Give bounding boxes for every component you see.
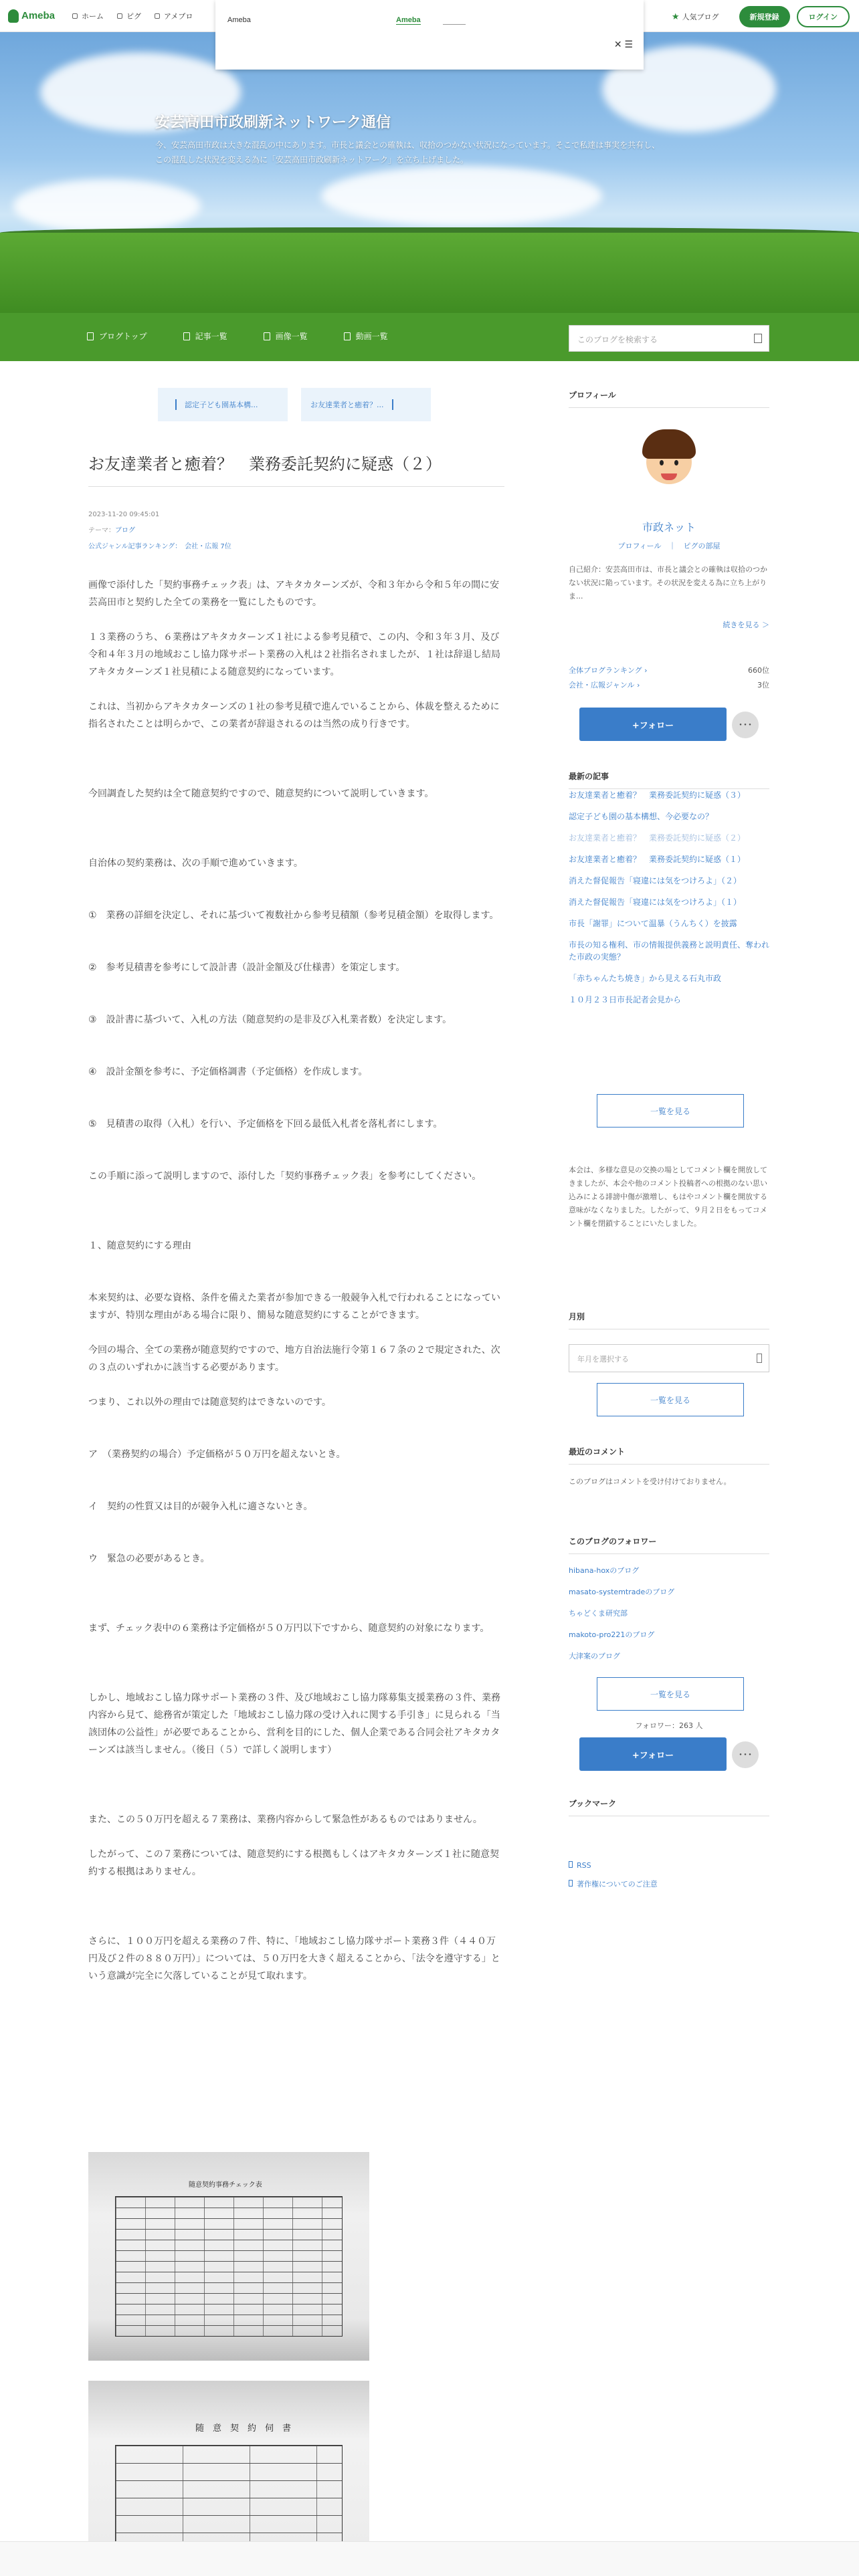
top-actions <box>672 6 850 27</box>
article-paragraph: ウ 緊急の必要があるとき。 <box>88 1553 210 1564</box>
comment-notice: 本会は、多様な意見の交換の場としてコメント欄を開放してきましたが、本会や他のコメント投稿者への根拠のない思い込みによる誹謗中傷が激増し、もはやコメント欄を開放する意味がなくなりました。したがって、９月２日をもってコメント欄を閉鎖することにいたしました。 <box>569 1166 767 1228</box>
copyright-label: 著作権についてのご注意 <box>577 1880 658 1889</box>
nav-videos[interactable] <box>344 330 388 342</box>
document-icon <box>569 1880 573 1887</box>
ameblo-icon <box>155 13 160 19</box>
prev-bar-icon <box>175 399 177 410</box>
more-menu-button[interactable]: ･･･ <box>732 712 759 738</box>
article-spacer <box>88 1515 504 1533</box>
article-paragraph: 自治体の契約業務は、次の手順で進めていきます。 <box>88 858 303 869</box>
ameba-logo[interactable] <box>8 9 55 23</box>
article-spacer <box>88 1411 504 1428</box>
article-paragraph: この手順に添って説明しますので、添付した「契約事務チェック表」を参考にしてください。 <box>88 1171 482 1182</box>
popular-blogs-link[interactable] <box>672 11 719 22</box>
article-spacer <box>88 942 504 959</box>
article-paragraph: 本来契約は、必要な資格、条件を備えた業者が参加できる一般競争入札で行われることになっていますが、特別な理由がある場合に限り、簡易な随意契約にすることができます。 <box>88 1293 500 1321</box>
profile-heading: プロフィール <box>569 389 769 408</box>
article-spacer <box>88 1672 504 1689</box>
article-spacer <box>88 1376 504 1394</box>
nav-articles[interactable] <box>183 330 227 342</box>
star-icon: ★ <box>671 11 680 21</box>
recent-article-link[interactable]: お友達業者と癒着？ 業務委託契約に疑惑（１） <box>569 855 746 864</box>
article-paragraph: しかし、地域おこし協力隊サポート業務の３件、及び地域おこし協力隊募集支援業務の３件、業務内容から見て、総務省が策定した「地域おこし協力隊の受け入れに関する手引き」に見られる「当該団体の公益性」が必要であることから、営利を目的にした、個人企業である合同会社アキタカターンズは該当しません。（後日（５）で詳しく説明します） <box>88 1693 500 1755</box>
article-paragraph: さらに、１００万円を超える業務の７件、特に、「地域おこし協力隊サポート業務３件（４４０万円及び２件の８８０万円）」については、５０万円を大きく超えることから、「法令を遵守する」という意識が完全に欠落していることが見て取れます。 <box>88 1936 500 1981</box>
article-spacer <box>88 924 504 942</box>
blog-description: 今、安芸高田市政は大きな混乱の中にあります。市長と議会との確執は、収拾のつかない状況になっています。そこで私達は事実を共有し、この混乱した状況を変える為に「安芸高田市政刷新ネットワーク」を立ち上げました。 <box>155 140 660 165</box>
followers-list-button[interactable]: 一覧を見る <box>597 1677 744 1711</box>
article-paragraph: ア （業務契約の場合）予定価格が５０万円を超えないとき。 <box>88 1449 346 1460</box>
article-spacer <box>88 733 504 750</box>
article-spacer <box>88 837 504 855</box>
article-spacer <box>88 1585 504 1602</box>
related-prev-label: 認定子ども園基本構... <box>185 401 258 409</box>
logo-text: Ameba <box>21 10 56 21</box>
article-spacer <box>88 1637 504 1654</box>
recent-articles-list <box>569 789 769 1015</box>
related-next-label: お友達業者と癒着？... <box>310 401 384 409</box>
rank-genre-value: 3位 <box>757 681 769 689</box>
recent-article-link[interactable]: 認定子ども園の基本構想、今必要なの？ <box>569 812 714 821</box>
recent-article-link[interactable]: １０月２３日市長記者会見から <box>569 995 682 1004</box>
blog-title[interactable]: 安芸高田市政刷新ネットワーク通信 <box>155 114 391 131</box>
recent-article-link[interactable]: 市長の知る権利、市の情報提供義務と説明責任、奪われた市政の実態？ <box>569 940 770 962</box>
rank-overall-value: 660位 <box>748 666 769 675</box>
article-spacer <box>88 1324 504 1341</box>
ad-link[interactable]: Ameba <box>396 16 421 24</box>
recent-article-link[interactable]: お友達業者と癒着？ 業務委託契約に疑惑（３） <box>569 790 746 800</box>
avatar[interactable] <box>636 425 702 492</box>
article-paragraph: １３業務のうち、６業務はアキタカターンズ１社による参考見積で、この内、令和３年３月、及び令和４年３月の地域おこし協力隊サポート業務の入札は２社指名されましたが、１社は辞退し結局アキタカターンズ１社見積による随意契約になっています。 <box>88 632 500 677</box>
article-paragraph: 画像で添付した「契約事務チェック表」は、アキタカターンズが、令和３年から令和５年の間に安芸高田市と契約した全ての業務を一覧にしたものです。 <box>88 580 500 608</box>
article-paragraph: まず、チェック表中の６業務は予定価格が５０万円以下ですから、随意契約の対象になります。 <box>88 1623 490 1634</box>
follower-link[interactable]: hibana-hoxのブログ <box>569 1566 640 1575</box>
article-spacer <box>88 1759 504 1776</box>
topnav-home-label: ホーム <box>82 12 104 21</box>
recent-article-link[interactable]: 市長「謝罪」について温暴（うんちく）を披露 <box>569 919 737 928</box>
article-spacer <box>88 1029 504 1046</box>
article-spacer <box>88 1794 504 1811</box>
article-title[interactable]: お友達業者と癒着？ 業務委託契約に疑惑（２） <box>88 451 504 487</box>
article-paragraph: 今回の場合、全ての業務が随意契約ですので、地方自治法施行令第１６７条の２で規定された、次の３点のいずれかに該当する必要があります。 <box>88 1345 500 1373</box>
follower-count: フォロワー：263 人 <box>635 1721 703 1730</box>
article-spacer <box>88 1654 504 1672</box>
topnav-home[interactable] <box>72 11 104 21</box>
related-prev[interactable] <box>158 388 288 421</box>
article-spacer <box>88 872 504 889</box>
nav-blog-top-label: ブログトップ <box>99 332 147 341</box>
article-spacer <box>88 1098 504 1115</box>
article-spacer <box>88 681 504 698</box>
follower-link[interactable]: 大津案のブログ <box>569 1652 620 1660</box>
login-button[interactable]: ログイン <box>797 6 850 27</box>
article-spacer <box>88 1272 504 1289</box>
topnav-pigg-label: ピグ <box>126 12 142 21</box>
copyright-link[interactable] <box>569 1875 658 1894</box>
home-icon <box>87 332 94 340</box>
article-spacer <box>88 889 504 907</box>
popular-label: 人気ブログ <box>682 13 719 21</box>
cloud-decoration <box>321 166 602 226</box>
article-paragraph: また、この５０万円を超える７業務は、業務内容からして緊急性があるものではありません。 <box>88 1814 482 1825</box>
nav-videos-label: 動画一覧 <box>355 332 388 341</box>
recent-heading: 最新の記事 <box>569 770 769 789</box>
month-select[interactable] <box>569 1344 769 1372</box>
nav-images[interactable] <box>264 330 308 342</box>
rank-overall-label: 全体ブログランキング › <box>569 666 648 675</box>
theme-label: テーマ： <box>88 527 115 534</box>
article-spacer <box>88 820 504 837</box>
top-nav <box>72 11 193 21</box>
list-icon <box>183 332 190 340</box>
article-spacer <box>88 802 504 820</box>
nav-blog-top[interactable] <box>87 330 147 342</box>
blog-nav <box>87 330 388 342</box>
month-select-value: 年月を選択する <box>577 1355 629 1364</box>
article-spacer <box>88 768 504 785</box>
article-spacer <box>88 1150 504 1168</box>
article-paragraph: ③ 設計書に基づいて、入札の方法（随意契約の是非及び入札業者数）を決定します。 <box>88 1014 452 1025</box>
comments-heading: 最近のコメント <box>569 1446 769 1465</box>
blog-search-input[interactable] <box>569 325 769 352</box>
bottom-bar <box>0 2541 859 2576</box>
blog-nav-bar <box>0 313 859 361</box>
comments-text: このブログはコメントを受け付けておりません。 <box>569 1477 731 1486</box>
image-icon <box>264 332 270 340</box>
home-icon <box>72 13 78 19</box>
article-spacer <box>88 1898 504 1915</box>
article-spacer <box>88 1185 504 1202</box>
bookmark-links <box>569 1856 658 1894</box>
article-paragraph: ④ 設計金額を参考に、予定価格調書（予定価格）を作成します。 <box>88 1067 368 1077</box>
nav-articles-label: 記事一覧 <box>195 332 227 341</box>
image2-caption: 随 意 契 約 伺 書 <box>195 2424 292 2434</box>
pigg-icon <box>117 13 122 19</box>
article-spacer <box>88 1776 504 1794</box>
article-body <box>88 576 504 1985</box>
profile-links[interactable]: プロフィール ｜ ピグの部屋 <box>617 542 721 550</box>
video-icon <box>344 332 351 340</box>
article-spacer <box>88 1533 504 1550</box>
recent-article-link[interactable]: 「赤ちゃんたち焼き」から見える石丸市政 <box>569 974 722 983</box>
ad-banner[interactable] <box>215 0 644 70</box>
rss-link[interactable] <box>569 1856 658 1875</box>
avatar-hair <box>642 429 696 459</box>
recent-article-link[interactable]: 消えた督促報告「寝違には気をつけろよ」（２） <box>569 876 742 885</box>
article-paragraph: ⑤ 見積書の取得（入札）を行い、予定価格を下回る最低入札者を落札者にします。 <box>88 1119 443 1130</box>
rank-overall[interactable] <box>569 665 769 675</box>
rss-icon <box>569 1861 573 1868</box>
article-spacer <box>88 994 504 1011</box>
monthly-list-button[interactable]: 一覧を見る <box>597 1383 744 1416</box>
chevron-down-icon <box>757 1354 762 1363</box>
followers-heading: このブログのフォロワー <box>569 1535 769 1554</box>
blog-header <box>0 32 859 313</box>
article-theme <box>88 523 231 539</box>
article-paragraph: ② 参考見積書を参考にして設計書（設計金額及び仕様書）を策定します。 <box>88 962 405 973</box>
recent-article-link[interactable]: 消えた督促報告「寝違には気をつけろよ」（１） <box>569 897 742 907</box>
article-spacer <box>88 1881 504 1898</box>
article-paragraph: したがって、この７業務については、随意契約にする根拠もしくはアキタカターンズ１社に随意契約する根拠はありません。 <box>88 1849 500 1877</box>
avatar-eye <box>660 460 664 465</box>
article-paragraph: 今回調査した契約は全て随意契約ですので、随意契約について説明していきます。 <box>88 788 434 799</box>
avatar-eye <box>674 460 678 465</box>
article-spacer <box>88 1481 504 1498</box>
article-spacer <box>88 1915 504 1933</box>
bookmark-heading: ブックマーク <box>569 1798 769 1816</box>
check-table-image[interactable] <box>88 2152 369 2361</box>
follower-link[interactable]: ちゃどくま研究部 <box>569 1609 628 1618</box>
profile-name[interactable]: 市政ネット <box>642 521 696 534</box>
next-bar-icon <box>392 399 393 410</box>
theme-link[interactable]: ブログ <box>115 527 135 534</box>
table-grid <box>115 2196 343 2337</box>
rank-genre[interactable] <box>569 679 769 690</box>
monthly-heading: 月別 <box>569 1311 769 1329</box>
ad-divider <box>443 24 466 25</box>
article-spacer <box>88 1220 504 1237</box>
ameba-logo-icon <box>8 9 19 23</box>
article-spacer <box>88 611 504 629</box>
follow-button-bottom[interactable]: +フォロー <box>579 1737 727 1771</box>
recent-article-current[interactable]: お友達業者と癒着？ 業務委託契約に疑惑（２） <box>569 833 746 843</box>
cloud-decoration <box>13 179 201 233</box>
article-spacer <box>88 1463 504 1481</box>
article-date: 2023-11-20 09:45:01 <box>88 511 160 518</box>
topnav-ameblo-label: アメブロ <box>164 12 193 21</box>
article-paragraph: １、随意契約にする理由 <box>88 1241 191 1251</box>
follow-button[interactable]: +フォロー <box>579 708 727 741</box>
article-spacer <box>88 1602 504 1620</box>
article-spacer <box>88 1428 504 1446</box>
article-paragraph: イ 契約の性質又は目的が競争入札に適さないとき。 <box>88 1501 313 1512</box>
related-next[interactable] <box>301 388 431 421</box>
article-spacer <box>88 1202 504 1220</box>
article-spacer <box>88 1255 504 1272</box>
article-rank[interactable]: 公式ジャンル記事ランキング： 会社・広報 7位 <box>88 543 231 550</box>
article-paragraph: つまり、これ以外の理由では随意契約はできないのです。 <box>88 1397 331 1408</box>
article-spacer <box>88 1046 504 1063</box>
article-spacer <box>88 1568 504 1585</box>
article-paragraph: これは、当初からアキタカターンズの１社の参考見積で進んでいることから、体裁を整えるために指名されたことは明らかで、この業者が辞退されるのは当然の成り行きです。 <box>88 702 500 730</box>
ad-close-icon[interactable]: ✕ ☰ <box>613 39 633 49</box>
recent-list-button[interactable]: 一覧を見る <box>597 1094 744 1128</box>
topnav-pigg[interactable] <box>117 11 141 21</box>
topnav-ameblo[interactable] <box>155 11 193 21</box>
profile-more-link[interactable]: 続きを見る ＞ <box>723 621 769 629</box>
signup-button[interactable]: 新規登録 <box>739 6 790 27</box>
grass-decoration <box>0 233 859 313</box>
profile-description: 自己紹介：安芸高田市は、市長と議会との確執は収拾のつかない状況に陥っています。その状況を変える為に立ち上がりま... <box>569 565 767 601</box>
nav-images-label: 画像一覧 <box>275 332 308 341</box>
follower-link[interactable]: makoto-pro221のブログ <box>569 1630 655 1639</box>
article-meta <box>88 507 231 555</box>
image1-caption: 随意契約事務チェック表 <box>189 2181 262 2189</box>
article-spacer <box>88 750 504 768</box>
related-articles <box>158 388 431 421</box>
article-spacer <box>88 1828 504 1846</box>
article-paragraph: ① 業務の詳細を決定し、それに基づいて複数社から参考見積額（参考見積金額）を取得します。 <box>88 910 499 921</box>
article-spacer <box>88 1133 504 1150</box>
rss-label: RSS <box>577 1861 591 1870</box>
followers-list <box>569 1565 769 1672</box>
article-spacer <box>88 1081 504 1098</box>
ad-title: Ameba <box>227 16 251 24</box>
article-spacer <box>88 976 504 994</box>
rank-genre-label: 会社・広報ジャンル › <box>569 681 640 689</box>
search-icon[interactable] <box>754 334 762 343</box>
search-placeholder: このブログを検索する <box>577 335 658 344</box>
more-menu-button-bottom[interactable]: ･･･ <box>732 1741 759 1768</box>
follower-link[interactable]: masato-systemtradeのブログ <box>569 1588 675 1596</box>
